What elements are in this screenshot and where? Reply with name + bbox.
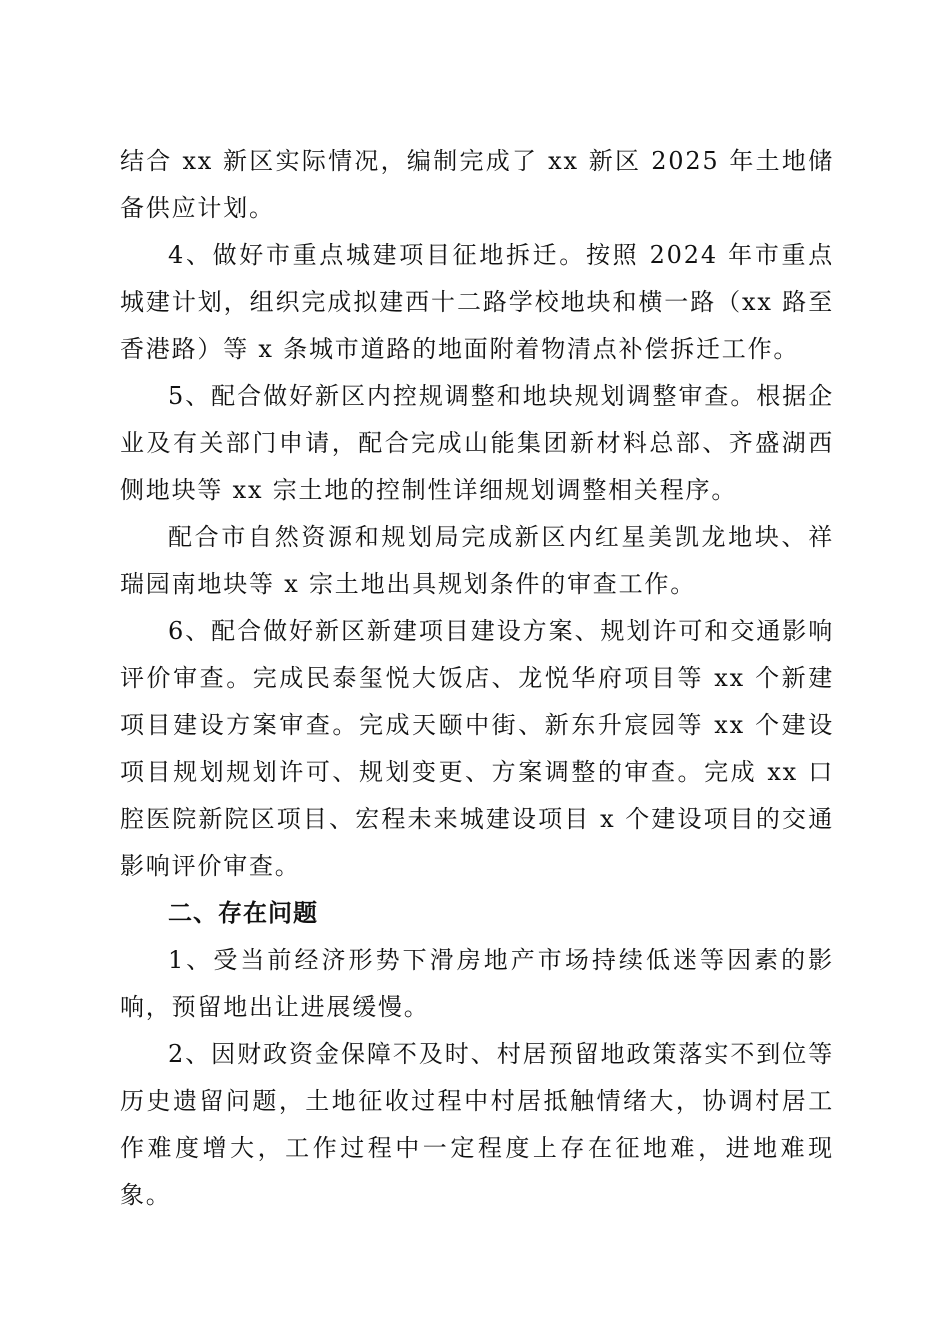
document-body [120, 138, 834, 1219]
issue-item: 2、因财政资金保障不及时、村居预留地政策落实不到位等历史遗留问题，土地征收过程中村居抵触情绪大，协调村居工作难度增大，工作过程中一定程度上存在征地难，进地难现象。 [120, 1040, 834, 1209]
paragraph-planning-adjustment: 5、配合做好新区内控规调整和地块规划调整审查。根据企业及有关部门申请，配合完成山能集团新材料总部、齐盛湖西侧地块等 xx 宗土地的控制性详细规划调整相关程序。 [120, 382, 834, 504]
paragraph-land-supply-plan: 结合 xx 新区实际情况，编制完成了 xx 新区 2025 年土地储备供应计划。 [120, 147, 834, 222]
issue-item: 1、受当前经济形势下滑房地产市场持续低迷等因素的影响，预留地出让进展缓慢。 [120, 946, 834, 1021]
paragraph-project-review: 6、配合做好新区新建项目建设方案、规划许可和交通影响评价审查。完成民泰玺悦大饭店、龙悦华府项目等 xx 个新建项目建设方案审查。完成天颐中街、新东升宸园等 xx 个建设项目规划规划许可、规划变更、方案调整的审查。完成 xx 口腔医院新院区项目、宏程未来城建设项目 x 个建设项目的交通影响评价审查。 [120, 617, 834, 880]
section-heading-problems: 二、存在问题 [168, 899, 318, 927]
paragraph-demolition: 4、做好市重点城建项目征地拆迁。按照 2024 年市重点城建计划，组织完成拟建西十二路学校地块和横一路（xx 路至香港路）等 x 条城市道路的地面附着物清点补偿拆迁工作。 [120, 241, 834, 363]
paragraph-planning-conditions: 配合市自然资源和规划局完成新区内红星美凯龙地块、祥瑞园南地块等 x 宗土地出具规划条件的审查工作。 [120, 523, 834, 598]
